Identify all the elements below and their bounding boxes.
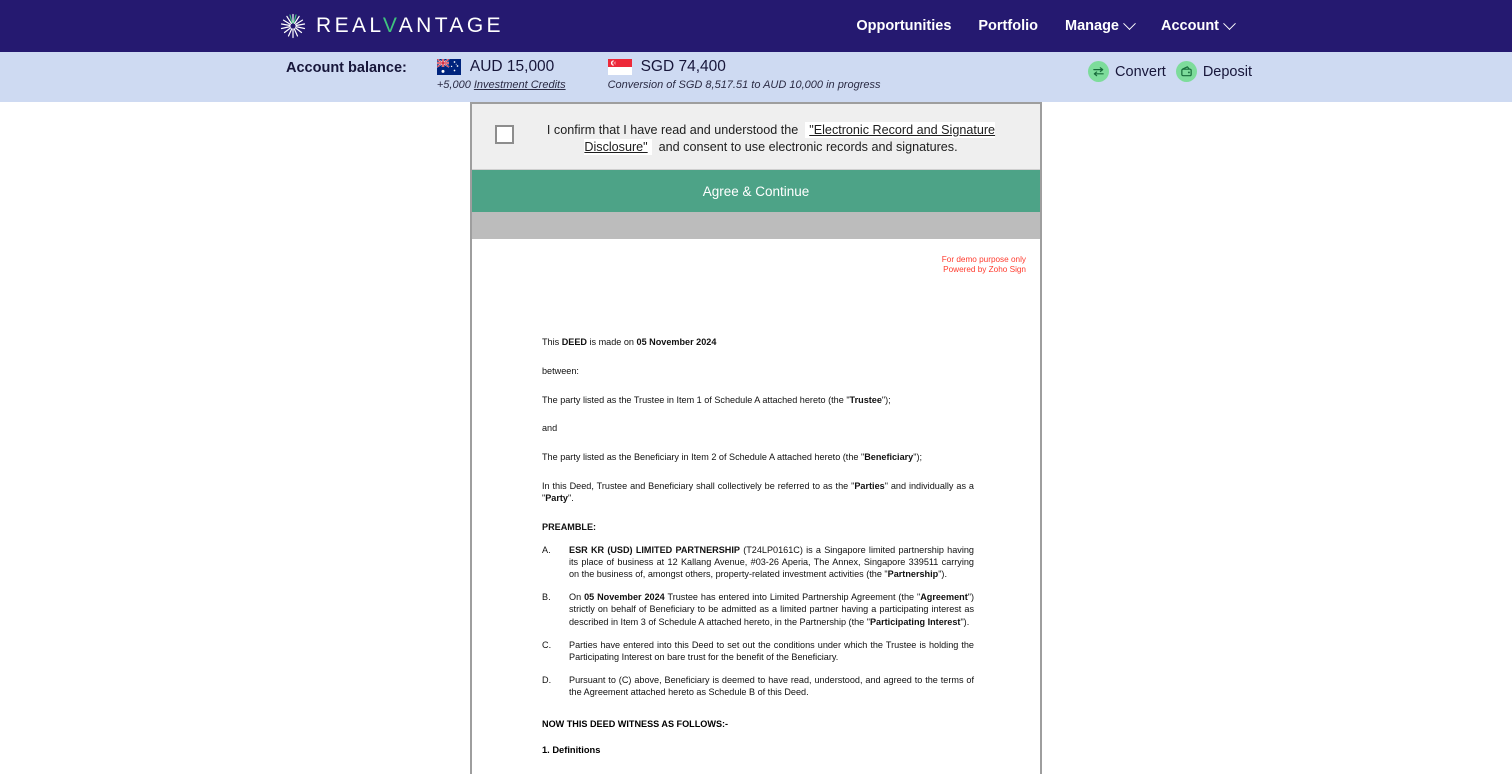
beneficiary-post: "); <box>913 452 923 463</box>
consent-text <box>528 122 1020 155</box>
balance-amount-sgd: SGD 74,400 <box>640 58 726 75</box>
item-marker: A. <box>542 544 551 555</box>
and-line: and <box>542 423 558 434</box>
document-body <box>542 337 974 755</box>
nav-item-opportunities[interactable] <box>856 18 951 34</box>
deed-pre: This <box>542 337 562 347</box>
beneficiary-bold: Beneficiary <box>864 452 914 463</box>
preamble-heading: PREAMBLE: <box>542 521 597 532</box>
deed-date-line <box>542 337 974 349</box>
nav-label-manage: Manage <box>1065 18 1119 34</box>
beneficiary-paragraph <box>542 452 974 464</box>
balance-amount-aud: AUD 15,000 <box>469 58 555 75</box>
balance-label: Account balance: <box>286 60 407 76</box>
consent-text-before: I confirm that I have read and understood the <box>546 123 799 137</box>
document-stage <box>0 102 1512 774</box>
main-navigation <box>856 18 1234 34</box>
parties-mid: " and individually as a " <box>542 481 974 503</box>
between-line: between: <box>542 365 579 376</box>
demo-watermark <box>942 255 1026 276</box>
item-text: Parties have entered into this Deed to set out the conditions under which the Trustee is holding the Participating Interest on bare trust for the benefit of the Beneficiary. <box>569 639 974 662</box>
item-b-date: 05 November 2024 <box>584 592 665 603</box>
watermark-line-1: For demo purpose only <box>941 255 1026 264</box>
account-balance-bar <box>0 52 1512 102</box>
party-bold: Party <box>545 492 568 503</box>
wordmark-part-1: REAL <box>316 14 383 37</box>
agree-and-continue-button[interactable] <box>472 170 1040 212</box>
trustee-bold: Trustee <box>849 394 882 405</box>
preamble-item-d <box>542 674 974 698</box>
trustee-paragraph <box>542 395 974 407</box>
convert-label: Convert <box>1115 63 1166 80</box>
beneficiary-pre: The party listed as the Beneficiary in Item 2 of Schedule A attached hereto (the " <box>542 452 865 463</box>
preamble-item-a <box>542 544 974 581</box>
deposit-button[interactable] <box>1176 61 1252 82</box>
item-a-text-2: "). <box>938 569 947 580</box>
item-text: Pursuant to (C) above, Beneficiary is deemed to have read, understood, and agreed to the terms of the Agreement attached hereto as Schedule B of this Deed. <box>569 675 974 698</box>
brand-wordmark <box>316 14 504 38</box>
document-page <box>472 239 1040 774</box>
starburst-icon <box>280 13 306 39</box>
agree-button-label: Agree & Continue <box>702 183 810 199</box>
agreement-defined-term: Agreement <box>920 592 968 603</box>
balance-actions <box>1088 61 1252 82</box>
deposit-label: Deposit <box>1202 63 1252 80</box>
participating-interest-defined-term: Participating Interest <box>869 616 961 627</box>
balance-credits-note <box>437 79 568 91</box>
singapore-flag-icon <box>608 59 632 75</box>
trustee-post: "); <box>881 394 891 405</box>
item-marker: D. <box>542 675 552 686</box>
item-marker: B. <box>542 592 551 603</box>
item-text <box>569 544 974 581</box>
deed-mid: is made on <box>586 337 637 347</box>
deed-word: DEED <box>561 337 587 347</box>
investment-credits-link[interactable]: Investment Credits <box>473 79 566 91</box>
item-marker: C. <box>542 639 552 650</box>
signing-panel <box>470 102 1042 774</box>
trustee-pre: The party listed as the Trustee in Item 1 of Schedule A attached hereto (the " <box>542 394 850 405</box>
nav-item-manage[interactable] <box>1065 18 1134 34</box>
item-b-text-0: On <box>569 592 585 603</box>
australia-flag-icon <box>437 59 461 75</box>
chevron-down-icon <box>1123 17 1136 30</box>
parties-bold: Parties <box>854 481 885 492</box>
parties-pre: In this Deed, Trustee and Beneficiary shall collectively be referred to as the " <box>542 481 855 492</box>
item-b-text-2: ") strictly on behalf of Beneficiary to be admitted as a limited partner having a participating interest as described in Item 3 of Schedule A attached hereto, in the Partnership (the " <box>569 592 974 627</box>
balance-sgd-group <box>608 58 881 91</box>
deed-date: 05 November 2024 <box>636 337 717 347</box>
section-1-definitions-heading: 1. Definitions <box>542 745 601 756</box>
consent-text-after: and consent to use electronic records and signatures. <box>658 139 958 154</box>
preamble-item-b <box>542 591 974 628</box>
brand-logo[interactable] <box>280 13 504 39</box>
credits-amount: +5,000 <box>436 79 474 91</box>
convert-button[interactable] <box>1088 61 1166 82</box>
conversion-status-note: Conversion of SGD 8,517.51 to AUD 10,000 in progress <box>607 79 881 91</box>
item-b-text-1: Trustee has entered into Limited Partnership Agreement (the " <box>664 592 921 603</box>
item-text <box>569 591 974 628</box>
watermark-line-2: Powered by Zoho Sign <box>943 265 1026 275</box>
top-navigation-bar <box>0 0 1512 52</box>
deposit-icon <box>1176 61 1197 82</box>
nav-label-opportunities: Opportunities <box>856 18 952 34</box>
partnership-defined-term: Partnership <box>887 569 939 580</box>
partnership-name: ESR KR (USD) LIMITED PARTNERSHIP <box>569 544 740 555</box>
item-a-text-1: (T24LP0161C) is a Singapore limited partnership having its place of business at 12 Kallang Avenue, #03-26 Aperia, The Annex, Singapore 339511 carrying on the business of, amongst others, property-related investment activities (the " <box>569 544 974 580</box>
now-this-deed-heading: NOW THIS DEED WITNESS AS FOLLOWS:- <box>542 719 729 730</box>
preamble-item-c <box>542 639 974 663</box>
parties-paragraph <box>542 481 974 505</box>
parties-post: ". <box>567 492 574 503</box>
balance-summary <box>286 58 881 91</box>
convert-icon <box>1088 61 1109 82</box>
nav-item-account[interactable] <box>1161 18 1234 34</box>
nav-label-portfolio: Portfolio <box>978 18 1038 34</box>
consent-checkbox[interactable] <box>495 125 514 144</box>
wordmark-part-2: ANTAGE <box>398 14 504 37</box>
balance-aud-group <box>437 58 568 91</box>
consent-banner <box>472 102 1040 170</box>
electronic-record-disclosure-link[interactable]: "Electronic Record and Signature Disclosure" <box>584 123 996 154</box>
item-b-text-3: "). <box>960 616 970 627</box>
toolbar-spacer <box>472 212 1040 239</box>
chevron-down-icon <box>1223 17 1236 30</box>
wordmark-v: V <box>382 14 399 37</box>
nav-item-portfolio[interactable] <box>978 18 1038 34</box>
nav-label-account: Account <box>1161 18 1219 34</box>
